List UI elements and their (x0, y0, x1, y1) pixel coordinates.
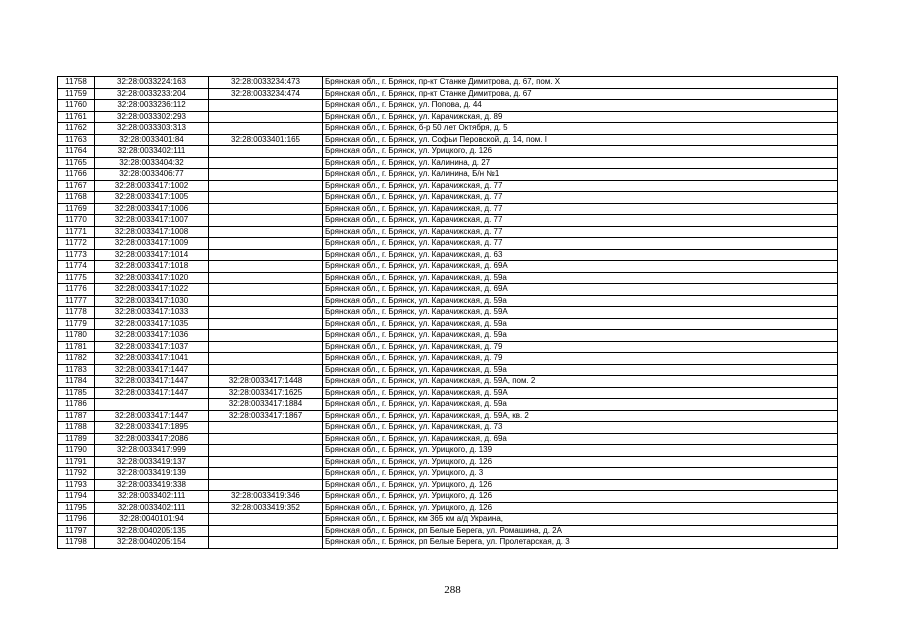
cadastral-number-cell: 32:28:0033419:139 (95, 468, 209, 480)
table-row (58, 111, 838, 123)
row-number-cell: 11764 (58, 146, 95, 158)
address-cell: Брянская обл., г. Брянск, ул. Карачижская, д. 77 (323, 215, 838, 227)
cadastral-number-cell: 32:28:0033417:1447 (95, 410, 209, 422)
table-row (58, 307, 838, 319)
row-number-cell: 11776 (58, 284, 95, 296)
related-cadastral-number-cell: 32:28:0033234:473 (209, 77, 323, 89)
related-cadastral-number-cell (209, 146, 323, 158)
address-cell: Брянская обл., г. Брянск, б-р 50 лет Октября, д. 5 (323, 123, 838, 135)
related-cadastral-number-cell (209, 514, 323, 526)
row-number-cell: 11759 (58, 88, 95, 100)
row-number-cell: 11772 (58, 238, 95, 250)
address-cell: Брянская обл., г. Брянск, ул. Калинина, Б/н №1 (323, 169, 838, 181)
address-cell: Брянская обл., г. Брянск, ул. Попова, д. 44 (323, 100, 838, 112)
related-cadastral-number-cell: 32:28:0033419:352 (209, 502, 323, 514)
cadastral-number-cell: 32:28:0033419:137 (95, 456, 209, 468)
cadastral-number-cell: 32:28:0033417:1030 (95, 295, 209, 307)
row-number-cell: 11795 (58, 502, 95, 514)
row-number-cell: 11774 (58, 261, 95, 273)
cadastral-number-cell: 32:28:0040205:135 (95, 525, 209, 537)
related-cadastral-number-cell (209, 284, 323, 296)
row-number-cell: 11773 (58, 249, 95, 261)
row-number-cell: 11760 (58, 100, 95, 112)
table-row (58, 88, 838, 100)
cadastral-number-cell: 32:28:0033417:1020 (95, 272, 209, 284)
cadastral-number-cell: 32:28:0033417:1022 (95, 284, 209, 296)
row-number-cell: 11775 (58, 272, 95, 284)
related-cadastral-number-cell (209, 192, 323, 204)
address-cell: Брянская обл., г. Брянск, ул. Карачижская, д. 59А (323, 387, 838, 399)
related-cadastral-number-cell (209, 249, 323, 261)
related-cadastral-number-cell (209, 318, 323, 330)
row-number-cell: 11789 (58, 433, 95, 445)
row-number-cell: 11797 (58, 525, 95, 537)
table-row (58, 491, 838, 503)
table-row (58, 77, 838, 89)
row-number-cell: 11783 (58, 364, 95, 376)
table-row (58, 479, 838, 491)
cadastral-number-cell: 32:28:0040205:154 (95, 537, 209, 549)
cadastral-number-cell: 32:28:0033417:1018 (95, 261, 209, 273)
related-cadastral-number-cell (209, 100, 323, 112)
address-cell: Брянская обл., г. Брянск, ул. Карачижская, д. 63 (323, 249, 838, 261)
related-cadastral-number-cell: 32:28:0033417:1448 (209, 376, 323, 388)
table-row (58, 364, 838, 376)
row-number-cell: 11787 (58, 410, 95, 422)
address-cell: Брянская обл., г. Брянск, ул. Карачижская, д. 89 (323, 111, 838, 123)
related-cadastral-number-cell (209, 479, 323, 491)
related-cadastral-number-cell (209, 353, 323, 365)
related-cadastral-number-cell (209, 422, 323, 434)
table-row (58, 433, 838, 445)
row-number-cell: 11761 (58, 111, 95, 123)
address-cell: Брянская обл., г. Брянск, ул. Урицкого, д. 126 (323, 502, 838, 514)
related-cadastral-number-cell (209, 238, 323, 250)
related-cadastral-number-cell (209, 341, 323, 353)
row-number-cell: 11765 (58, 157, 95, 169)
related-cadastral-number-cell (209, 123, 323, 135)
cadastral-number-cell: 32:28:0033417:1008 (95, 226, 209, 238)
table-row (58, 284, 838, 296)
address-cell: Брянская обл., г. Брянск, км 365 км а/д Украина, (323, 514, 838, 526)
related-cadastral-number-cell (209, 180, 323, 192)
cadastral-number-cell: 32:28:0033417:1035 (95, 318, 209, 330)
related-cadastral-number-cell (209, 525, 323, 537)
related-cadastral-number-cell: 32:28:0033401:165 (209, 134, 323, 146)
table-row (58, 272, 838, 284)
address-cell: Брянская обл., г. Брянск, ул. Карачижская, д. 79 (323, 341, 838, 353)
row-number-cell: 11780 (58, 330, 95, 342)
address-cell: Брянская обл., г. Брянск, ул. Карачижская, д. 59а (323, 399, 838, 411)
cadastral-number-cell: 32:28:0033417:2086 (95, 433, 209, 445)
row-number-cell: 11792 (58, 468, 95, 480)
address-cell: Брянская обл., г. Брянск, ул. Карачижская, д. 59а (323, 364, 838, 376)
related-cadastral-number-cell (209, 215, 323, 227)
related-cadastral-number-cell (209, 364, 323, 376)
cadastral-number-cell: 32:28:0033417:1895 (95, 422, 209, 434)
cadastral-number-cell (95, 399, 209, 411)
related-cadastral-number-cell (209, 468, 323, 480)
table-row (58, 330, 838, 342)
row-number-cell: 11794 (58, 491, 95, 503)
related-cadastral-number-cell: 32:28:0033417:1867 (209, 410, 323, 422)
row-number-cell: 11798 (58, 537, 95, 549)
row-number-cell: 11779 (58, 318, 95, 330)
table-row (58, 249, 838, 261)
address-cell: Брянская обл., г. Брянск, ул. Карачижская, д. 59а (323, 295, 838, 307)
address-cell: Брянская обл., г. Брянск, ул. Карачижская, д. 77 (323, 180, 838, 192)
table-row (58, 410, 838, 422)
cadastral-number-cell: 32:28:0033236:112 (95, 100, 209, 112)
address-cell: Брянская обл., г. Брянск, ул. Карачижская, д. 77 (323, 192, 838, 204)
table-row (58, 387, 838, 399)
table-row (58, 169, 838, 181)
address-cell: Брянская обл., г. Брянск, ул. Карачижская, д. 77 (323, 203, 838, 215)
address-cell: Брянская обл., г. Брянск, ул. Карачижская, д. 73 (323, 422, 838, 434)
table-row (58, 100, 838, 112)
row-number-cell: 11763 (58, 134, 95, 146)
table-row (58, 123, 838, 135)
address-cell: Брянская обл., г. Брянск, ул. Карачижская, д. 77 (323, 238, 838, 250)
cadastral-number-cell: 32:28:0033402:111 (95, 146, 209, 158)
table-row (58, 203, 838, 215)
row-number-cell: 11777 (58, 295, 95, 307)
row-number-cell: 11793 (58, 479, 95, 491)
row-number-cell: 11778 (58, 307, 95, 319)
cadastral-number-cell: 32:28:0033401:84 (95, 134, 209, 146)
cadastral-number-cell: 32:28:0033303:313 (95, 123, 209, 135)
table-row (58, 399, 838, 411)
cadastral-number-cell: 32:28:0033233:204 (95, 88, 209, 100)
address-cell: Брянская обл., г. Брянск, ул. Карачижская, д. 77 (323, 226, 838, 238)
address-cell: Брянская обл., г. Брянск, ул. Карачижская, д. 69а (323, 433, 838, 445)
table-row (58, 456, 838, 468)
address-cell: Брянская обл., г. Брянск, ул. Калинина, д. 27 (323, 157, 838, 169)
address-cell: Брянская обл., г. Брянск, ул. Карачижская, д. 59а (323, 318, 838, 330)
related-cadastral-number-cell (209, 272, 323, 284)
address-cell: Брянская обл., г. Брянск, ул. Урицкого, д. 126 (323, 456, 838, 468)
cadastral-number-cell: 32:28:0033417:1007 (95, 215, 209, 227)
row-number-cell: 11767 (58, 180, 95, 192)
table-row (58, 341, 838, 353)
row-number-cell: 11769 (58, 203, 95, 215)
related-cadastral-number-cell: 32:28:0033417:1884 (209, 399, 323, 411)
related-cadastral-number-cell (209, 261, 323, 273)
address-cell: Брянская обл., г. Брянск, ул. Карачижская, д. 69А (323, 284, 838, 296)
row-number-cell: 11796 (58, 514, 95, 526)
cadastral-number-cell: 32:28:0040101:94 (95, 514, 209, 526)
row-number-cell: 11785 (58, 387, 95, 399)
row-number-cell: 11766 (58, 169, 95, 181)
table-row (58, 226, 838, 238)
related-cadastral-number-cell (209, 203, 323, 215)
address-cell: Брянская обл., г. Брянск, ул. Карачижская, д. 69А (323, 261, 838, 273)
table-row (58, 192, 838, 204)
row-number-cell: 11782 (58, 353, 95, 365)
address-cell: Брянская обл., г. Брянск, рп Белые Берега, ул. Пролетарская, д. 3 (323, 537, 838, 549)
address-cell: Брянская обл., г. Брянск, ул. Урицкого, д. 139 (323, 445, 838, 457)
table-row (58, 146, 838, 158)
cadastral-number-cell: 32:28:0033404:32 (95, 157, 209, 169)
cadastral-number-cell: 32:28:0033419:338 (95, 479, 209, 491)
row-number-cell: 11790 (58, 445, 95, 457)
address-cell: Брянская обл., г. Брянск, пр-кт Станке Димитрова, д. 67, пом. X (323, 77, 838, 89)
table-row (58, 261, 838, 273)
related-cadastral-number-cell (209, 307, 323, 319)
row-number-cell: 11784 (58, 376, 95, 388)
cadastral-number-cell: 32:28:0033417:1006 (95, 203, 209, 215)
address-cell: Брянская обл., г. Брянск, ул. Карачижская, д. 59А, пом. 2 (323, 376, 838, 388)
row-number-cell: 11788 (58, 422, 95, 434)
page-number: 288 (444, 584, 461, 596)
related-cadastral-number-cell (209, 456, 323, 468)
address-cell: Брянская обл., г. Брянск, ул. Урицкого, д. 126 (323, 491, 838, 503)
cadastral-number-cell: 32:28:0033417:1033 (95, 307, 209, 319)
address-cell: Брянская обл., г. Брянск, ул. Карачижская, д. 59А (323, 307, 838, 319)
table-row (58, 468, 838, 480)
row-number-cell: 11791 (58, 456, 95, 468)
address-cell: Брянская обл., г. Брянск, ул. Карачижская, д. 59а (323, 330, 838, 342)
related-cadastral-number-cell (209, 169, 323, 181)
address-cell: Брянская обл., г. Брянск, ул. Карачижская, д. 79 (323, 353, 838, 365)
table-row (58, 376, 838, 388)
cadastral-number-cell: 32:28:0033417:1014 (95, 249, 209, 261)
address-cell: Брянская обл., г. Брянск, ул. Софьи Перовской, д. 14, пом. I (323, 134, 838, 146)
cadastral-table (57, 76, 838, 549)
table-row (58, 353, 838, 365)
row-number-cell: 11762 (58, 123, 95, 135)
table-row (58, 525, 838, 537)
address-cell: Брянская обл., г. Брянск, ул. Карачижская, д. 59а (323, 272, 838, 284)
table-row (58, 318, 838, 330)
related-cadastral-number-cell (209, 226, 323, 238)
table-row (58, 445, 838, 457)
row-number-cell: 11770 (58, 215, 95, 227)
cadastral-number-cell: 32:28:0033417:1447 (95, 376, 209, 388)
related-cadastral-number-cell: 32:28:0033419:346 (209, 491, 323, 503)
cadastral-number-cell: 32:28:0033417:1009 (95, 238, 209, 250)
related-cadastral-number-cell (209, 295, 323, 307)
table-row (58, 422, 838, 434)
related-cadastral-number-cell (209, 433, 323, 445)
cadastral-number-cell: 32:28:0033417:1002 (95, 180, 209, 192)
cadastral-number-cell: 32:28:0033402:111 (95, 491, 209, 503)
table-row (58, 514, 838, 526)
cadastral-number-cell: 32:28:0033417:1036 (95, 330, 209, 342)
table-row (58, 502, 838, 514)
table-row (58, 537, 838, 549)
row-number-cell: 11781 (58, 341, 95, 353)
cadastral-number-cell: 32:28:0033402:111 (95, 502, 209, 514)
related-cadastral-number-cell (209, 157, 323, 169)
cadastral-number-cell: 32:28:0033417:999 (95, 445, 209, 457)
cadastral-number-cell: 32:28:0033417:1037 (95, 341, 209, 353)
row-number-cell: 11768 (58, 192, 95, 204)
cadastral-number-cell: 32:28:0033417:1041 (95, 353, 209, 365)
table-row (58, 295, 838, 307)
table-row (58, 215, 838, 227)
cadastral-table-body (58, 77, 838, 549)
related-cadastral-number-cell: 32:28:0033234:474 (209, 88, 323, 100)
address-cell: Брянская обл., г. Брянск, ул. Карачижская, д. 59А, кв. 2 (323, 410, 838, 422)
row-number-cell: 11758 (58, 77, 95, 89)
related-cadastral-number-cell (209, 330, 323, 342)
cadastral-number-cell: 32:28:0033406:77 (95, 169, 209, 181)
related-cadastral-number-cell: 32:28:0033417:1625 (209, 387, 323, 399)
table-row (58, 180, 838, 192)
cadastral-number-cell: 32:28:0033417:1447 (95, 387, 209, 399)
address-cell: Брянская обл., г. Брянск, рп Белые Берега, ул. Ромашина, д. 2А (323, 525, 838, 537)
address-cell: Брянская обл., г. Брянск, ул. Урицкого, д. 3 (323, 468, 838, 480)
cadastral-number-cell: 32:28:0033302:293 (95, 111, 209, 123)
row-number-cell: 11771 (58, 226, 95, 238)
address-cell: Брянская обл., г. Брянск, ул. Урицкого, д. 126 (323, 146, 838, 158)
related-cadastral-number-cell (209, 445, 323, 457)
related-cadastral-number-cell (209, 111, 323, 123)
address-cell: Брянская обл., г. Брянск, пр-кт Станке Димитрова, д. 67 (323, 88, 838, 100)
related-cadastral-number-cell (209, 537, 323, 549)
table-row (58, 157, 838, 169)
cadastral-number-cell: 32:28:0033417:1005 (95, 192, 209, 204)
table-row (58, 238, 838, 250)
address-cell: Брянская обл., г. Брянск, ул. Урицкого, д. 126 (323, 479, 838, 491)
row-number-cell: 11786 (58, 399, 95, 411)
cadastral-number-cell: 32:28:0033224:163 (95, 77, 209, 89)
cadastral-number-cell: 32:28:0033417:1447 (95, 364, 209, 376)
table-row (58, 134, 838, 146)
